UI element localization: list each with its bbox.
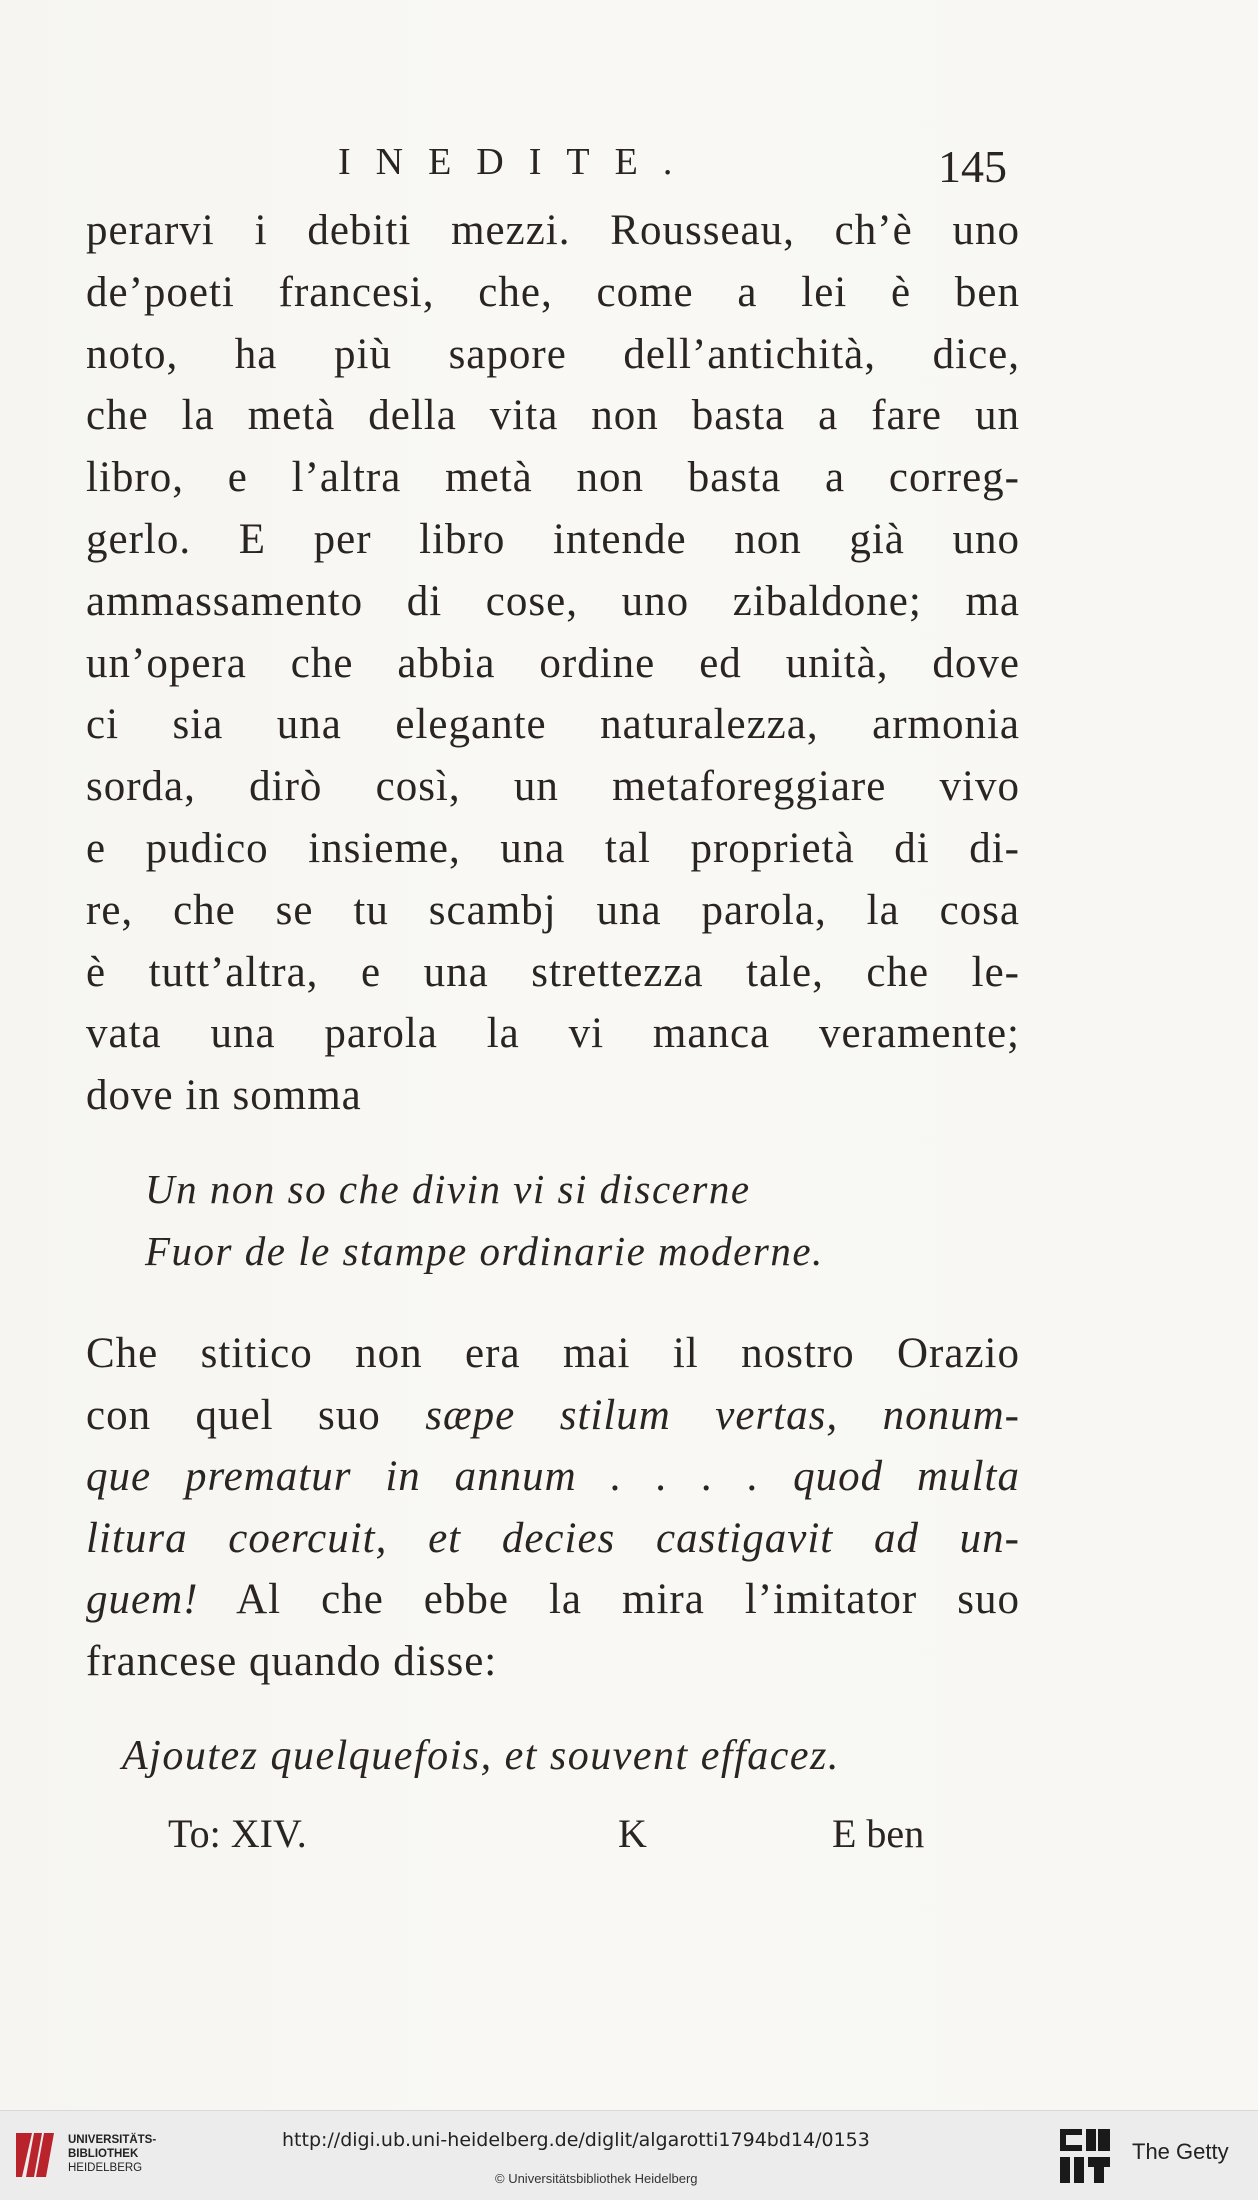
text-line: francese quando disse: <box>86 1637 498 1685</box>
getty-logo-icon <box>1058 2127 1112 2185</box>
text-line: Che stitico non era mai il nostro Orazio <box>86 1330 1020 1377</box>
text-line: gerlo. E per libro intende non già uno <box>86 515 1020 563</box>
text-line: de’poeti francesi, che, come a lei è ben <box>86 268 1020 316</box>
verse-line: Un non so che divin vi si discerne <box>145 1166 751 1212</box>
text-line: che la metà della vita non basta a fare un <box>86 392 1020 440</box>
text-segment: Al che ebbe la mira l’imitator suo <box>198 1576 1020 1623</box>
second-paragraph <box>86 1323 1020 1692</box>
text-line: libro, e l’altra metà non basta a correg- <box>86 454 1020 502</box>
text-line: re, che se tu scambj una parola, la cosa <box>86 886 1020 934</box>
text-line: ammassamento di cose, uno zibaldone; ma <box>86 577 1020 625</box>
partner-name: The Getty <box>1132 2139 1229 2164</box>
text-line: ci sia una elegante naturalezza, armonia <box>86 701 1020 749</box>
sheet-signature: K <box>618 1811 647 1856</box>
running-head <box>0 140 1258 200</box>
volume-mark: To: XIV. <box>168 1811 307 1856</box>
latin-quote: litura coercuit, et decies castigavit ad un- <box>86 1514 1020 1562</box>
university-library-logo-icon <box>12 2129 58 2181</box>
text-line: e pudico insieme, una tal proprietà di di- <box>86 824 1020 872</box>
text-line: un’opera che abbia ordine ed unità, dove <box>86 639 1020 687</box>
text-segment: con quel suo <box>86 1391 426 1439</box>
text-line <box>86 1569 1020 1631</box>
text-line: vata una parola la vi manca veramente; <box>86 1010 1020 1058</box>
permalink-url[interactable]: http://digi.ub.uni-heidelberg.de/diglit/algarotti1794bd14/0153 <box>282 2129 870 2151</box>
running-title: INEDITE. <box>338 141 698 183</box>
text-line <box>86 1385 1020 1447</box>
latin-quote: que prematur in annum . . . . quod multa <box>86 1453 1020 1500</box>
library-name: UNIVERSITÄTS- BIBLIOTHEK HEIDELBERG <box>68 2134 157 2174</box>
latin-quote: guem! <box>86 1576 199 1623</box>
catchword: E ben <box>832 1811 925 1856</box>
page-number: 145 <box>938 141 1007 192</box>
text-line: sorda, dirò così, un metaforeggiare vivo <box>86 763 1020 811</box>
viewer-footer <box>0 2110 1258 2200</box>
text-line: è tutt’altra, e una strettezza tale, che le- <box>86 948 1020 996</box>
latin-quote: sæpe stilum vertas, nonum- <box>425 1391 1020 1439</box>
verse-line: Fuor de le stampe ordinarie moderne. <box>145 1228 824 1274</box>
text-line: dove in somma <box>86 1072 362 1120</box>
french-quote: Ajoutez quelquefois, et souvent effacez. <box>122 1733 840 1779</box>
text-line: noto, ha più sapore dell’antichità, dice, <box>86 330 1020 378</box>
copyright-notice: © Universitätsbibliothek Heidelberg <box>495 2171 698 2186</box>
text-line: perarvi i debiti mezzi. Rousseau, ch’è uno <box>86 207 1020 254</box>
main-text <box>86 200 1020 1127</box>
